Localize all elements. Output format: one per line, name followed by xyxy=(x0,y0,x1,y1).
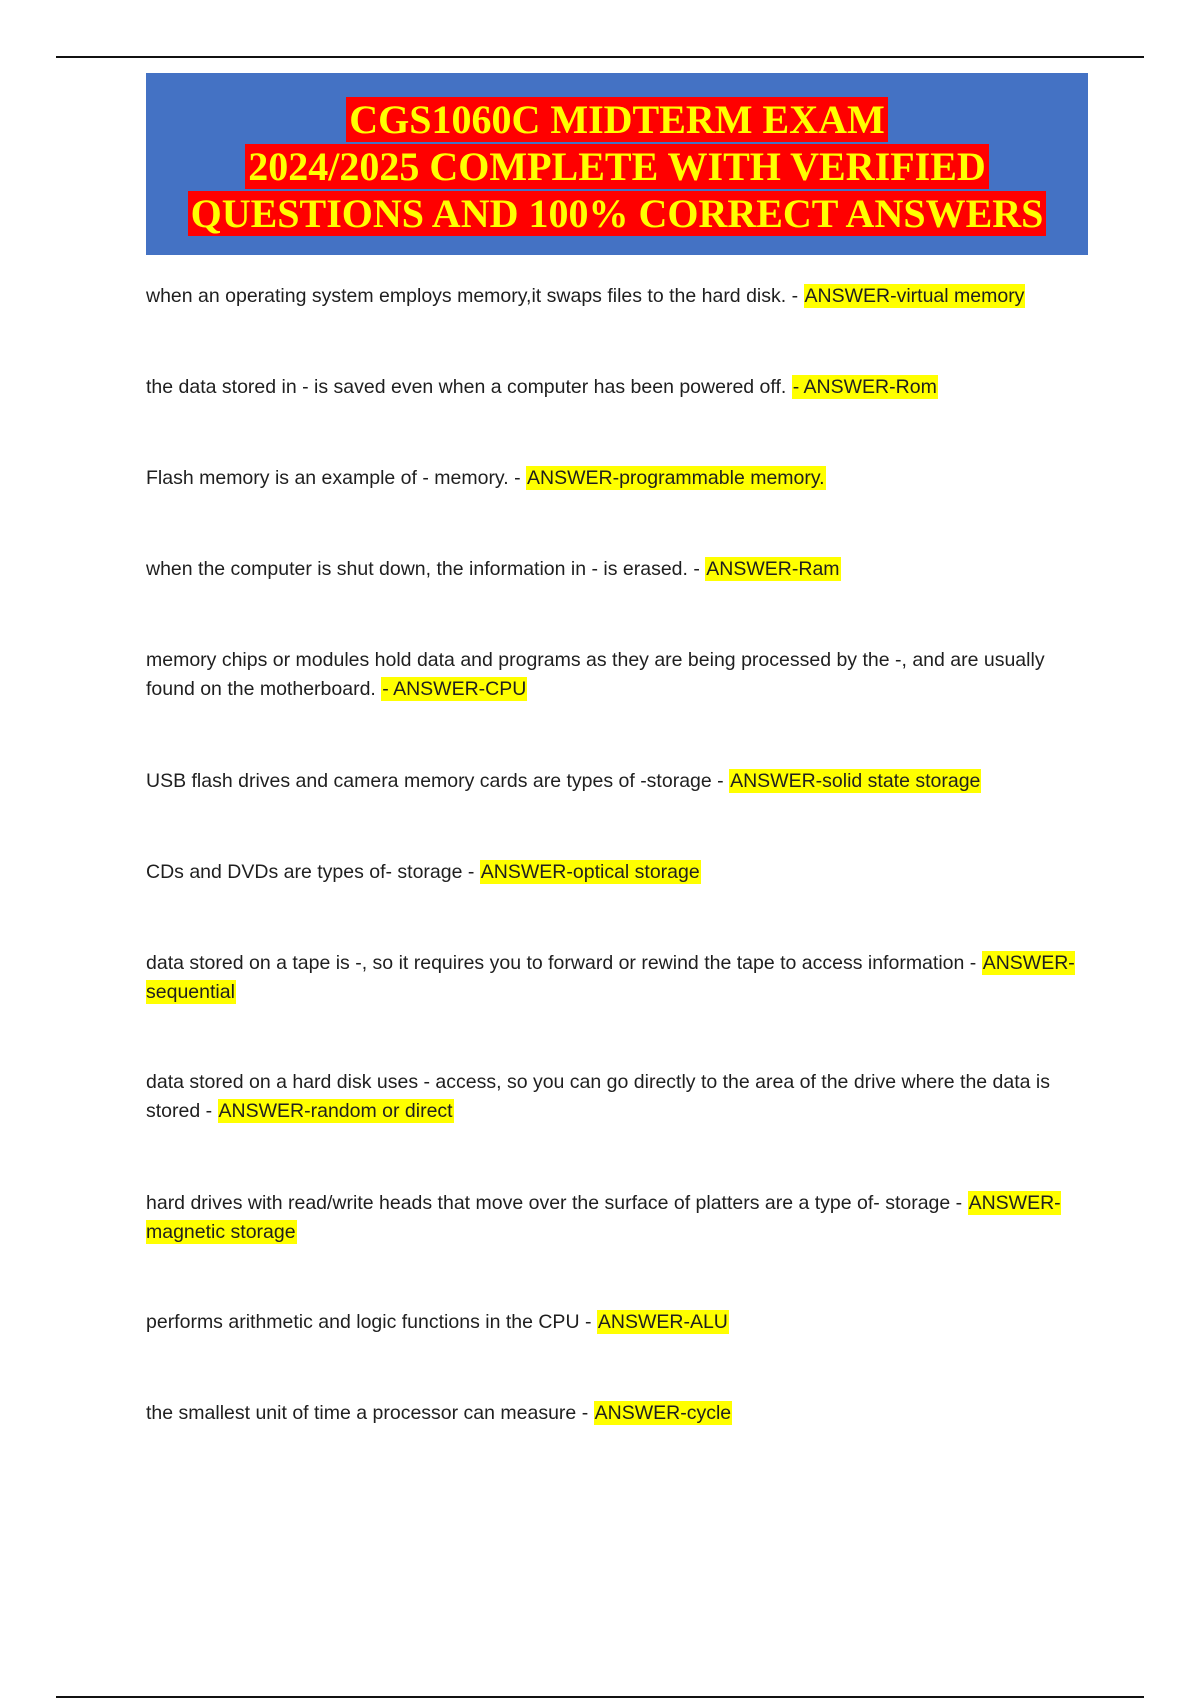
qa-item-7 xyxy=(146,858,1086,887)
title-line-3: QUESTIONS AND 100% CORRECT ANSWERS xyxy=(188,190,1047,237)
qa-item-1 xyxy=(146,282,1086,311)
question-text: when the computer is shut down, the information in - is erased. - xyxy=(146,558,706,580)
title-line-2: 2024/2025 COMPLETE WITH VERIFIED xyxy=(245,143,989,190)
title-line-1: CGS1060C MIDTERM EXAM xyxy=(346,96,888,143)
question-text: performs arithmetic and logic functions in the CPU - xyxy=(146,1311,597,1333)
qa-item-4 xyxy=(146,555,1086,584)
answer-text: ANSWER-optical storage xyxy=(480,861,700,883)
question-text: data stored on a hard disk uses - access, so you can go directly to the area of the drive where the data is stored - xyxy=(146,1071,1051,1122)
answer-text: ANSWER-solid state storage xyxy=(730,770,981,792)
header-rule xyxy=(56,56,1144,58)
question-text: data stored on a tape is -, so it requires you to forward or rewind the tape to access information - xyxy=(146,952,982,974)
answer-text: ANSWER-programmable memory. xyxy=(526,467,825,489)
answer-text: ANSWER-Ram xyxy=(706,558,840,580)
qa-item-5 xyxy=(146,646,1086,704)
question-text: USB flash drives and camera memory cards are types of -storage - xyxy=(146,770,730,792)
answer-text: ANSWER-ALU xyxy=(597,1311,728,1333)
question-text: the smallest unit of time a processor can measure - xyxy=(146,1402,594,1424)
title-banner xyxy=(146,73,1088,255)
qa-item-9 xyxy=(146,1068,1086,1126)
question-text: memory chips or modules hold data and programs as they are being processed by the -, and are usually found on the motherboard. xyxy=(146,649,1045,700)
question-text: the data stored in - is saved even when a computer has been powered off. xyxy=(146,376,792,398)
answer-text: ANSWER-magnetic storage xyxy=(146,1192,1061,1243)
question-text: when an operating system employs memory,it swaps files to the hard disk. - xyxy=(146,285,804,307)
footer-rule xyxy=(56,1696,1144,1698)
qa-item-12 xyxy=(146,1399,1086,1428)
qa-item-10 xyxy=(146,1189,1086,1247)
question-text: Flash memory is an example of - memory. - xyxy=(146,467,526,489)
qa-item-6 xyxy=(146,767,1086,796)
qa-item-2 xyxy=(146,373,1086,402)
qa-item-8 xyxy=(146,949,1086,1007)
answer-text: ANSWER-cycle xyxy=(594,1402,732,1424)
answer-text: - ANSWER-Rom xyxy=(792,376,937,398)
qa-item-11 xyxy=(146,1308,1086,1337)
question-text: hard drives with read/write heads that move over the surface of platters are a type of- storage - xyxy=(146,1192,968,1214)
question-text: CDs and DVDs are types of- storage - xyxy=(146,861,480,883)
answer-text: ANSWER-virtual memory xyxy=(804,285,1025,307)
qa-item-3 xyxy=(146,464,1086,493)
answer-text: ANSWER-random or direct xyxy=(218,1100,453,1122)
answer-text: - ANSWER-CPU xyxy=(382,678,527,700)
answer-text: ANSWER-sequential xyxy=(146,952,1075,1003)
